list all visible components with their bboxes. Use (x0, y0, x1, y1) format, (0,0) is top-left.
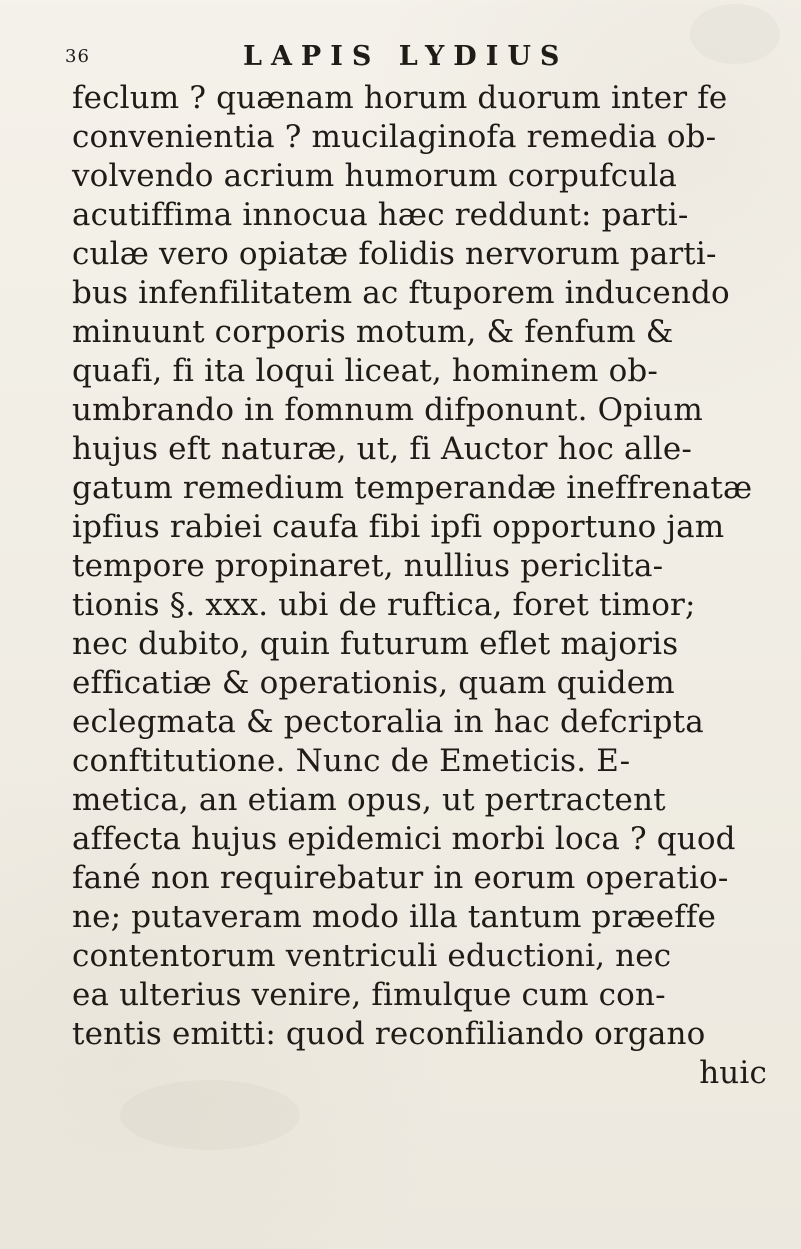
text-line: feclum ? quænam horum duorum inter fe (72, 80, 728, 116)
text-line: metica, an etiam opus, ut pertractent (72, 782, 666, 818)
text-line: eclegmata & pectoralia in hac defcripta (72, 704, 704, 740)
text-line: gatum remedium temperandæ ineffrenatæ (72, 470, 753, 506)
text-line: bus infenfilitatem ac ftuporem inducendo (72, 275, 730, 311)
catchword: huic (699, 1055, 767, 1091)
text-line: hujus eft naturæ, ut, fi Auctor hoc alle- (72, 431, 692, 467)
text-line: minuunt corporis motum, & fenfum & (72, 314, 674, 350)
text-line: ne; putaveram modo illa tantum præeffe (72, 899, 716, 935)
text-line: efficatiæ & operationis, quam quidem (72, 665, 675, 701)
text-line: culæ vero opiatæ folidis nervorum parti- (72, 236, 717, 272)
text-line: tentis emitti: quod reconfiliando organo (72, 1016, 706, 1052)
text-line: quafi, fi ita loqui liceat, hominem ob- (72, 353, 659, 389)
text-line: nec dubito, quin futurum eflet majoris (72, 626, 679, 662)
paper-stain-top (690, 4, 780, 64)
text-line: conftitutione. Nunc de Emeticis. E- (72, 743, 631, 779)
text-line: umbrando in fomnum difponunt. Opium (72, 392, 703, 428)
text-line: ipfius rabiei caufa fibi ipfi opportuno jam (72, 509, 725, 545)
text-line: acutiffima innocua hæc reddunt: parti- (72, 197, 689, 233)
text-line: fané non requirebatur in eorum operatio- (72, 860, 729, 896)
body-text (72, 80, 780, 1183)
text-line: volvendo acrium humorum corpufcula (72, 158, 678, 194)
page-header (65, 41, 685, 80)
text-line: convenientia ? mucilaginofa remedia ob- (72, 119, 717, 155)
running-head: LAPIS LYDIUS (243, 41, 569, 72)
text-line: contentorum ventriculi eductioni, nec (72, 938, 672, 974)
text-line: tionis §. xxx. ubi de ruftica, foret timor; (72, 587, 696, 623)
text-line: affecta hujus epidemici morbi loca ? quod (72, 821, 736, 857)
text-line: tempore propinaret, nullius periclita- (72, 548, 664, 584)
text-line: ea ulterius venire, fimulque cum con- (72, 977, 666, 1013)
page-number: 36 (65, 46, 90, 67)
